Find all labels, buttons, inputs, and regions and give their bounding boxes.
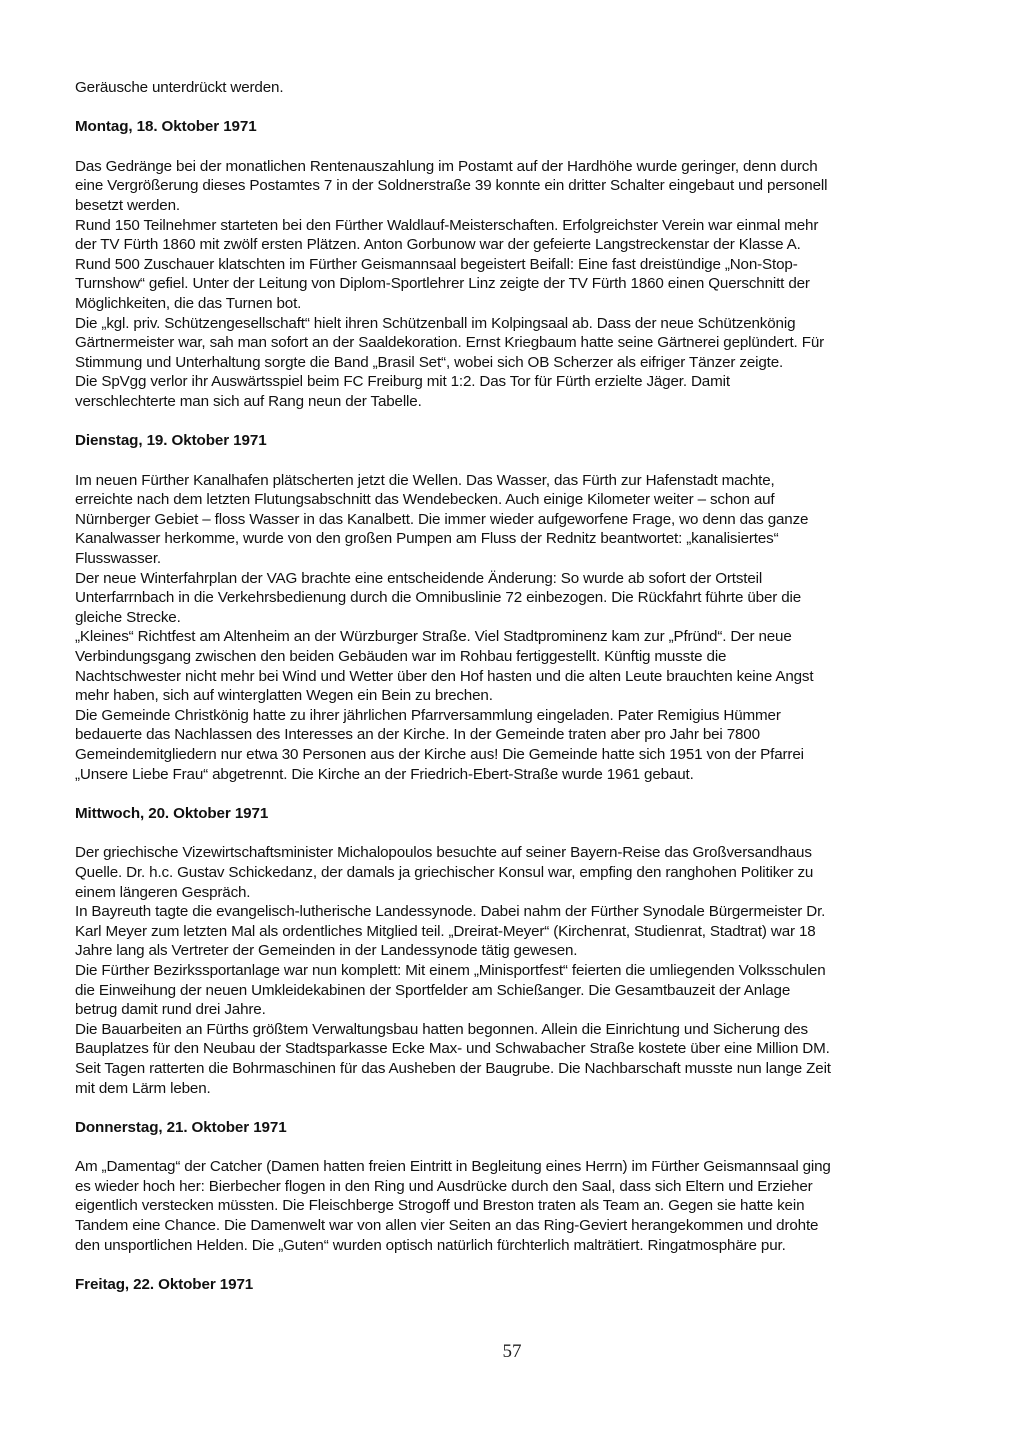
text-line: eigentlich verstecken müssten. Die Fleischberge Strogoff und Breston traten als Team an. Gegen sie hatte kein bbox=[75, 1197, 805, 1215]
text-line: eine Vergrößerung dieses Postamtes 7 in der Soldnerstraße 39 konnte ein dritter Schalter eingebaut und personell bbox=[75, 177, 828, 195]
text-line: erreichte nach dem letzten Flutungsabschnitt das Wendebecken. Auch einige Kilometer weiter – schon auf bbox=[75, 491, 775, 509]
text-line: gleiche Strecke. bbox=[75, 608, 181, 626]
section-heading-thursday: Donnerstag, 21. Oktober 1971 bbox=[75, 1118, 287, 1136]
text-line: Das Gedränge bei der monatlichen Rentenauszahlung im Postamt auf der Hardhöhe wurde geringer, denn durch bbox=[75, 157, 818, 175]
text-line: Stimmung und Unterhaltung sorgte die Band „Brasil Set“, wobei sich OB Scherzer als eifriger Tänzer zeigte. bbox=[75, 353, 784, 371]
text-line: Im neuen Fürther Kanalhafen plätscherten jetzt die Wellen. Das Wasser, das Fürth zur Hafenstadt machte, bbox=[75, 471, 775, 489]
text-line: Seit Tagen ratterten die Bohrmaschinen für das Ausheben der Baugrube. Die Nachbarschaft musste nun lange Zeit bbox=[75, 1059, 831, 1077]
text-line: betrug damit rund drei Jahre. bbox=[75, 1001, 266, 1019]
text-line: Möglichkeiten, die das Turnen bot. bbox=[75, 294, 302, 312]
text-line: Nachtschwester nicht mehr bei Wind und Wetter über den Hof hasten und die alten Leute brauchten keine Angst bbox=[75, 667, 814, 685]
text-line: Turnshow“ gefiel. Unter der Leitung von Diplom-Sportlehrer Linz zeigte der TV Fürth 1860 einen Querschnitt der bbox=[75, 275, 810, 293]
text-line: Die SpVgg verlor ihr Auswärtsspiel beim FC Freiburg mit 1:2. Das Tor für Fürth erzielte Jäger. Damit bbox=[75, 373, 730, 391]
text-line: In Bayreuth tagte die evangelisch-lutherische Landessynode. Dabei nahm der Fürther Synodale Bürgermeister Dr. bbox=[75, 903, 826, 921]
section-heading-friday: Freitag, 22. Oktober 1971 bbox=[75, 1276, 254, 1294]
page-number: 57 bbox=[502, 1341, 522, 1362]
text-line: Die Fürther Bezirkssportanlage war nun komplett: Mit einem „Minisportfest“ feierten die umliegenden Volksschulen bbox=[75, 961, 826, 979]
text-line: Tandem eine Chance. Die Damenwelt war von allen vier Seiten an das Ring-Geviert herangekommen und drohte bbox=[75, 1217, 819, 1235]
text-line: Verbindungsgang zwischen den beiden Gebäuden war im Rohbau fertiggestellt. Künftig musste die bbox=[75, 648, 727, 666]
text-line: Kanalwasser herkomme, wurde von den großen Pumpen am Fluss der Rednitz beantwortet: „kanalisiertes“ bbox=[75, 530, 779, 548]
text-line: Bauplatzes für den Neubau der Stadtsparkasse Ecke Max- und Schwabacher Straße kostete über eine Million DM. bbox=[75, 1040, 830, 1058]
section-heading-tuesday: Dienstag, 19. Oktober 1971 bbox=[75, 432, 267, 450]
text-line: Der neue Winterfahrplan der VAG brachte eine entscheidende Änderung: So wurde ab sofort der Ortsteil bbox=[75, 569, 763, 587]
text-line: verschlechterte man sich auf Rang neun der Tabelle. bbox=[75, 392, 422, 410]
text-line: Unterfarrnbach in die Verkehrsbedienung durch die Omnibuslinie 72 einbezogen. Die Rückfahrt führte über die bbox=[75, 589, 802, 607]
text-line: „Kleines“ Richtfest am Altenheim an der Würzburger Straße. Viel Stadtprominenz kam zur „Pfründ“. Der neue bbox=[75, 628, 792, 646]
text-line: die Einweihung der neuen Umkleidekabinen der Sportfelder am Schießanger. Die Gesamtbauzeit der Anlage bbox=[75, 981, 791, 999]
text-line: Die Gemeinde Christkönig hatte zu ihrer jährlichen Pfarrversammlung eingeladen. Pater Remigius Hümmer bbox=[75, 706, 781, 724]
text-line: Nürnberger Gebiet – floss Wasser in das Kanalbett. Die immer wieder aufgeworfene Frage, wo denn das ganze bbox=[75, 510, 809, 528]
text-line: mehr haben, sich auf winterglatten Wegen ein Bein zu brechen. bbox=[75, 687, 493, 705]
text-line: einem längeren Gespräch. bbox=[75, 883, 251, 901]
text-line: Die „kgl. priv. Schützengesellschaft“ hielt ihren Schützenball im Kolpingsaal ab. Dass der neue Schützenkönig bbox=[75, 314, 796, 332]
text-line: der TV Fürth 1860 mit zwölf ersten Plätzen. Anton Gorbunow war der gefeierte Langstreckenstar der Klasse A. bbox=[75, 236, 801, 254]
text-line: den unsportlichen Helden. Die „Guten“ wurden optisch natürlich fürchterlich malträtiert. Ringatmosphäre pur. bbox=[75, 1236, 786, 1254]
text-line: Gemeindemitgliedern nur etwa 30 Personen aus der Kirche aus! Die Gemeinde hatte sich 1951 von der Pfarrei bbox=[75, 746, 804, 763]
text-line: Jahre lang als Vertreter der Gemeinden in der Landessynode tätig gewesen. bbox=[75, 942, 578, 960]
section-body-thursday bbox=[75, 1157, 955, 1255]
text-line: Der griechische Vizewirtschaftsminister Michalopoulos besuchte auf seiner Bayern-Reise das Großversandhaus bbox=[75, 844, 812, 862]
section-heading-wednesday: Mittwoch, 20. Oktober 1971 bbox=[75, 804, 269, 822]
page-content bbox=[75, 78, 955, 1295]
text-line: es wieder hoch her: Bierbecher flogen in den Ring und Ausdrücke durch den Saal, dass sich Eltern und Erzieher bbox=[75, 1177, 813, 1195]
text-line: Karl Meyer zum letzten Mal als ordentliches Mitglied teil. „Dreirat-Meyer“ (Kirchenrat, Studienrat, Stadtrat) war 18 bbox=[75, 922, 816, 940]
text-line: bedauerte das Nachlassen des Interesses an der Kirche. In der Gemeinde traten aber pro Jahr bei 7800 bbox=[75, 726, 760, 744]
section-body-wednesday bbox=[75, 843, 955, 1098]
text-line: Rund 150 Teilnehmer starteten bei den Fürther Waldlauf-Meisterschaften. Erfolgreichster Verein war einmal mehr bbox=[75, 216, 819, 234]
text-line: Rund 500 Zuschauer klatschten im Fürther Geismannsaal begeistert Beifall: Eine fast dreistündige „Non-Stop- bbox=[75, 255, 798, 273]
text-line: Quelle. Dr. h.c. Gustav Schickedanz, der damals ja griechischer Konsul war, empfing den ranghohen Politiker zu bbox=[75, 863, 814, 881]
section-body-tuesday bbox=[75, 471, 955, 785]
text-line: Die Bauarbeiten an Fürths größtem Verwaltungsbau hatten begonnen. Allein die Einrichtung und Sicherung des bbox=[75, 1020, 808, 1038]
intro-line: Geräusche unterdrückt werden. bbox=[75, 79, 284, 96]
text-line: Flusswasser. bbox=[75, 550, 161, 568]
text-line: „Unsere Liebe Frau“ abgetrennt. Die Kirche an der Friedrich-Ebert-Straße wurde 1961 gebaut. bbox=[75, 765, 694, 783]
text-line: mit dem Lärm leben. bbox=[75, 1079, 211, 1097]
text-line: Gärtnermeister war, sah man sofort an der Saaldekoration. Ernst Kriegbaum hatte seine Gärtnerei geplündert. Für bbox=[75, 334, 825, 352]
section-body-monday bbox=[75, 157, 955, 412]
section-heading-monday: Montag, 18. Oktober 1971 bbox=[75, 118, 257, 136]
text-line: besetzt werden. bbox=[75, 196, 180, 214]
text-line: Am „Damentag“ der Catcher (Damen hatten freien Eintritt in Begleitung eines Herrn) im Fürther Geismannsaal ging bbox=[75, 1158, 831, 1176]
